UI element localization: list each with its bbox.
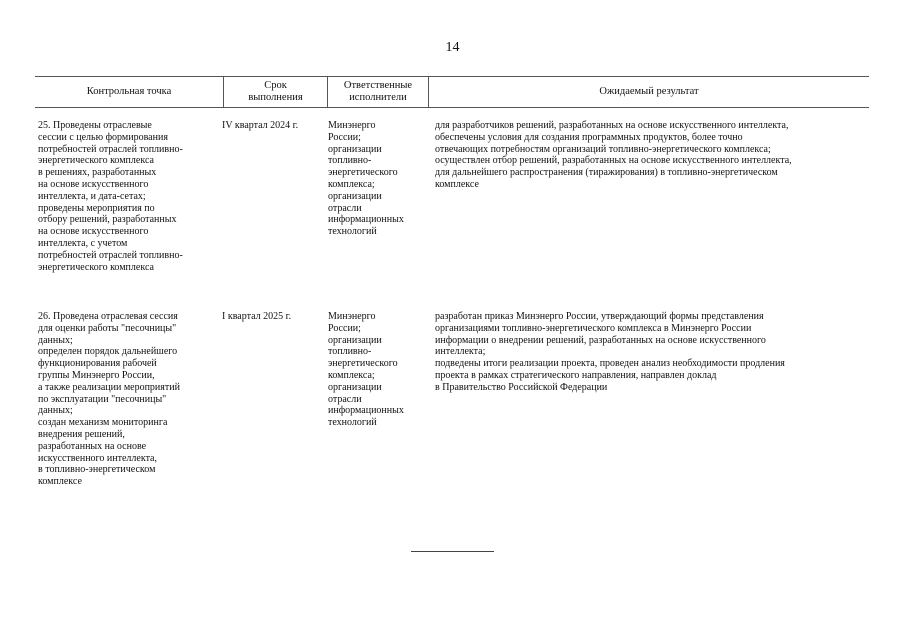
- row-deadline: I квартал 2025 г.: [222, 311, 292, 322]
- footer-separator: [411, 551, 494, 552]
- row-result: разработан приказ Минэнерго России, утверждающий формы представления организациями топливно-энергетического комплекса в Минэнерго России информации о внедрении решений, разработанных на основе искусственного интеллекта; подведены итоги реализации проекта, проведен анализ необходимости продления проекта в рамках стратегического направления, направлен доклад в Правительство Российской Федерации: [435, 311, 785, 393]
- page-number: 14: [445, 40, 460, 55]
- header-responsible: Ответственные исполнители: [343, 80, 413, 103]
- row-checkpoint: 26. Проведена отраслевая сессия для оценки работы "песочницы" данных; определен порядок дальнейшего функционирования рабочей группы Минэнерго России, а также реализации мероприятий по эксплуатации "песочницы" данных; создан механизм мониторинга внедрения решений, разработанных на основе искусственного интеллекта, в топливно-энергетическом комплексе: [38, 311, 180, 488]
- table-header: [35, 76, 869, 108]
- row-result: для разработчиков решений, разработанных на основе искусственного интеллекта, обеспечены условия для создания программных продуктов, более точно отвечающих потребностям организаций топливно-энергетического комплекса; осуществлен отбор решений, разработанных на основе искусственного интеллекта, для дальнейшего распространения (тиражирования) в топливно-энергетическом комплексе: [435, 120, 792, 190]
- header-checkpoint: Контрольная точка: [86, 86, 172, 97]
- row-responsible: Минэнерго России; организации топливно- энергетического комплекса; организации отрасли информационных технологий: [328, 120, 404, 238]
- header-result: Ожидаемый результат: [599, 86, 699, 97]
- row-checkpoint: 25. Проведены отраслевые сессии с целью формирования потребностей отраслей топливно- энергетического комплекса в решениях, разработанных на основе искусственного интеллекта, и дата-сетах; проведены мероприятия по отбору решений, разработанных на основе искусственного интеллекта, с учетом потребностей отраслей топливно- энергетического комплекса: [38, 120, 183, 273]
- row-deadline: IV квартал 2024 г.: [222, 120, 299, 131]
- row-responsible: Минэнерго России; организации топливно- энергетического комплекса; организации отрасли информационных технологий: [328, 311, 404, 429]
- header-deadline: Срок выполнения: [248, 80, 303, 103]
